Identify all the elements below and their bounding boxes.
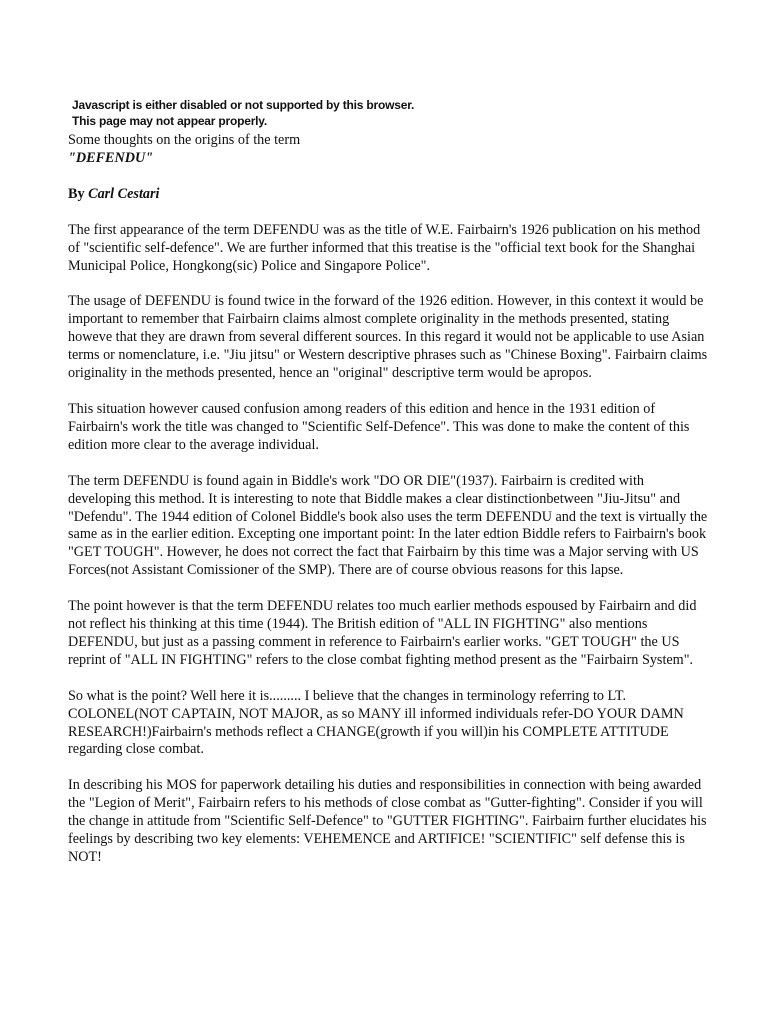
article-author: Carl Cestari: [88, 185, 160, 202]
paragraph-3: This situation however caused confusion among readers of this edition and hence in the 1931 edition of Fairbairn's work the title was changed to "Scientific Self-Defence". This was done to make the content of this edition more clear to the average individual.: [68, 400, 690, 453]
article: [68, 132, 708, 867]
paragraph-5: The point however is that the term DEFENDU relates too much earlier methods espoused by Fairbairn and did not reflect his thinking at this time (1944). The British edition of "ALL IN FIGHTING" also mentions DEFENDU, but just as a passing comment in reference to Fairbairn's earlier works. "GET TOUGH" the US reprint of "ALL IN FIGHTING" refers to the close combat fighting method present as the "Fairbairn System".: [68, 598, 697, 668]
paragraph-2: The usage of DEFENDU is found twice in the forward of the 1926 edition. However, in this context it would be important to remember that Fairbairn claims almost complete originality in the methods presented, stating howeve that they are drawn from several different sources. In this regard it would not be applicable to use Asian terms or nomenclature, i.e. "Jiu jitsu" or Western descriptive phrases such as "Chinese Boxing". Fairbairn claims originality in the methods presented, hence an "original" descriptive term would be apropos.: [68, 293, 708, 382]
javascript-warning-line-2: This page may not appear properly.: [72, 114, 268, 128]
paragraph-6: So what is the point? Well here it is......... I believe that the changes in terminology referring to LT. COLONEL(NOT CAPTAIN, NOT MAJOR, as so MANY ill informed individuals refer-DO YOUR DAMN RESEARCH!)Fairbairn's methods reflect a CHANGE(growth if you will)in his COMPLETE ATTITUDE regarding close combat.: [68, 687, 684, 758]
article-byline: [68, 186, 708, 204]
paragraph-1: The first appearance of the term DEFENDU was as the title of W.E. Fairbairn's 1926 publication on his method of "scientific self-defence". We are further informed that this treatise is the "official text book for the Shanghai Municipal Police, Hongkong(sic) Police and Singapore Police".: [68, 221, 701, 274]
article-term: "DEFENDU": [68, 149, 154, 166]
javascript-warning-line-1: Javascript is either disabled or not supported by this browser.: [72, 98, 415, 112]
javascript-warning: [72, 97, 414, 129]
article-intro: Some thoughts on the origins of the term: [68, 132, 301, 148]
paragraph-7: In describing his MOS for paperwork detailing his duties and responsibilities in connection with being awarded the "Legion of Merit", Fairbairn refers to his methods of close combat as "Gutter-fighting". Consider if you will the change in attitude from "Scientific Self-Defence" to "GUTTER FIGHTING". Fairbairn further elucidates his feelings by describing two key elements: VEHEMENCE and ARTIFICE! "SCIENTIFIC" self defense this is NOT!: [68, 777, 707, 865]
byline-label: By: [68, 185, 89, 202]
paragraph-4: The term DEFENDU is found again in Biddle's work "DO OR DIE"(1937). Fairbairn is credited with developing this method. It is interesting to note that Biddle makes a clear distinctionbetween "Jiu-Jitsu" and "Defendu". The 1944 edition of Colonel Biddle's book also uses the term DEFENDU and the text is virtually the same as in the earlier edition. Excepting one important point: In the later edtion Biddle refers to Fairbairn's book "GET TOUGH". However, he does not correct the fact that Fairbairn by this time was a Major serving with US Forces(not Assistant Comissioner of the SMP). There are of course obvious reasons for this lapse.: [68, 472, 708, 579]
